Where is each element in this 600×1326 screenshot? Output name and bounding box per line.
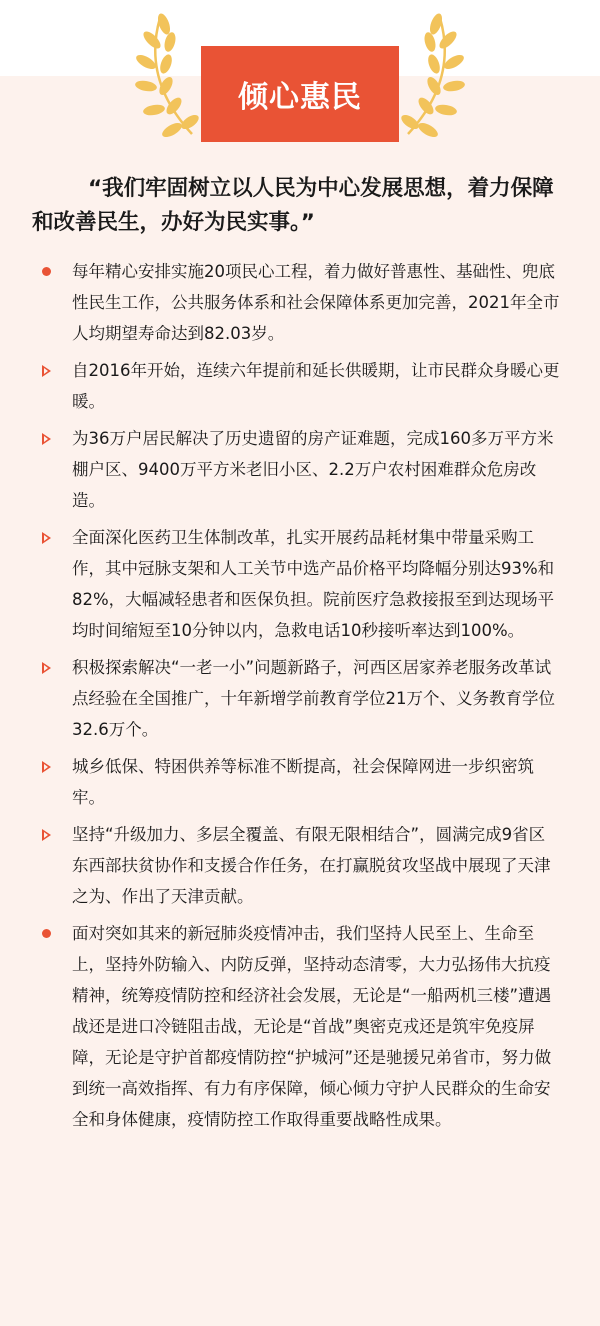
list-item-text: 为36万户居民解决了历史遗留的房产证难题，完成160多万平方米棚户区、9400万平方米老旧小区、2.2万户农村困难群众危房改造。 bbox=[72, 429, 554, 510]
list-item bbox=[40, 522, 560, 646]
list-item bbox=[40, 423, 560, 516]
red-dot-bullet-icon bbox=[40, 266, 54, 278]
triangle-bullet-icon bbox=[40, 365, 54, 377]
triangle-bullet-icon bbox=[40, 532, 54, 544]
list-item bbox=[40, 918, 560, 1135]
triangle-bullet-icon bbox=[40, 662, 54, 674]
headline-quote: “我们牢固树立以人民为中心发展思想，着力保障和改善民生，办好为民实事。” bbox=[32, 176, 554, 235]
list-item-text: 面对突如其来的新冠肺炎疫情冲击，我们坚持人民至上、生命至上，坚持外防输入、内防反弹，坚持动态清零，大力弘扬伟大抗疫精神，统筹疫情防控和经济社会发展，无论是“一船两机三楼”遭遇战还是进口冷链阻击战，无论是“首战”奥密克戎还是筑牢免疫屏障，无论是守护首都疫情防控“护城河”还是驰援兄弟省市，努力做到统一高效指挥、有力有序保障，倾心倾力守护人民群众的生命安全和身体健康，疫情防控工作取得重要战略性成果。 bbox=[72, 924, 552, 1129]
list-item-text: 全面深化医药卫生体制改革，扎实开展药品耗材集中带量采购工作，其中冠脉支架和人工关节中选产品价格平均降幅分别达93%和82%，大幅减轻患者和医保负担。院前医疗急救接报至到达现场平均时间缩短至10分钟以内，急救电话10秒接听率达到100%。 bbox=[72, 528, 555, 640]
triangle-bullet-icon bbox=[40, 761, 54, 773]
list-item bbox=[40, 355, 560, 417]
list-item-text: 每年精心安排实施20项民心工程，着力做好普惠性、基础性、兜底性民生工作，公共服务体系和社会保障体系更加完善，2021年全市人均期望寿命达到82.03岁。 bbox=[72, 262, 560, 343]
list-item bbox=[40, 751, 560, 813]
list-item-text: 城乡低保、特困供养等标准不断提高，社会保障网进一步织密筑牢。 bbox=[72, 757, 534, 807]
triangle-bullet-icon bbox=[40, 829, 54, 841]
list-item bbox=[40, 819, 560, 912]
list-item-text: 坚持“升级加力、多层全覆盖、有限无限相结合”，圆满完成9省区东西部扶贫协作和支援合作任务，在打赢脱贫攻坚战中展现了天津之为、作出了天津贡献。 bbox=[72, 825, 551, 906]
triangle-bullet-icon bbox=[40, 433, 54, 445]
achievement-list bbox=[40, 256, 560, 1141]
section-title: 倾心惠民 bbox=[201, 46, 399, 142]
list-item-text: 自2016年开始，连续六年提前和延长供暖期，让市民群众身暖心更暖。 bbox=[72, 361, 560, 411]
red-dot-bullet-icon bbox=[40, 928, 54, 940]
list-item-text: 积极探索解决“一老一小”问题新路子，河西区居家养老服务改革试点经验在全国推广，十年新增学前教育学位21万个、义务教育学位32.6万个。 bbox=[72, 658, 555, 739]
list-item bbox=[40, 652, 560, 745]
list-item bbox=[40, 256, 560, 349]
